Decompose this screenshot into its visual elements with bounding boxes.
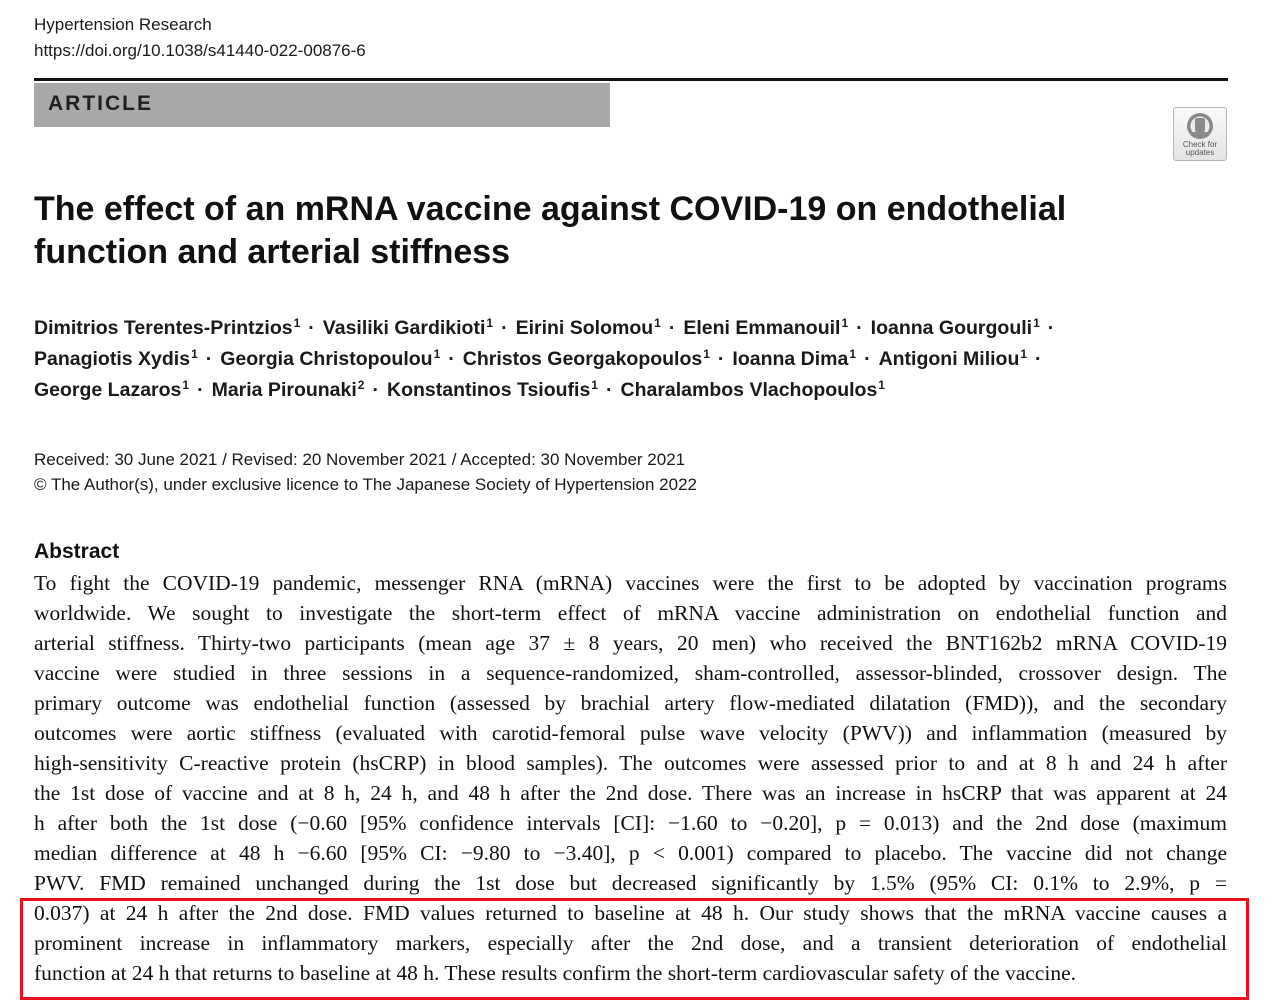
author-name[interactable]: Ioanna Dima$^1$ [732,347,857,370]
author-name[interactable]: Dimitrios Terentes-Printzios$^1$ [34,316,301,339]
author-line: Dimitrios Terentes-Printzios$^1$ · Vasiliki Gardikioti$^1$ · Eirini Solomou$^1$ · Eleni Emmanouil$^1$ · Ioanna Gourgouli$^1$ · [34,316,1055,339]
abstract-line: vaccine were studied in three sessions in a sequence-randomized, sham-controlled, assessor-blinded, crossover design. The [34,661,1227,685]
abstract-line: worldwide. We sought to investigate the short-term effect of mRNA vaccine administration on endothelial function and [34,601,1227,625]
abstract-line: outcomes were aortic stiffness (evaluated with carotid-femoral pulse wave velocity (PWV)) and inflammation (measured by [34,721,1227,745]
abstract-line: high-sensitivity C-reactive protein (hsCRP) in blood samples). The outcomes were assessed prior to and at 8 h and 24 h after [34,751,1227,775]
author-name[interactable]: Konstantinos Tsioufis$^1$ [386,378,598,401]
author-name[interactable]: Antigoni Miliou$^1$ [878,347,1028,370]
author-name[interactable]: Ioanna Gourgouli$^1$ [870,316,1040,339]
author-name[interactable]: Eleni Emmanouil$^1$ [683,316,849,339]
abstract-line: function at 24 h that returns to baseline at 48 h. These results confirm the short-term cardiovascular safety of the vaccine. [34,961,1077,985]
check-updates-label: Check for updates [1182,140,1218,157]
author-name[interactable]: George Lazaros$^1$ [34,378,190,401]
abstract-line: prominent increase in inflammatory markers, especially after the 2nd dose, and a transient deterioration of endothelial [34,931,1227,955]
check-updates-icon [1185,111,1215,141]
abstract-line: h after both the 1st dose (−0.60 [95% confidence intervals [CI]: −1.60 to −0.20], p = 0.013) and the 2nd dose (maximum [34,811,1227,835]
doi-link[interactable]: https://doi.org/10.1038/s41440-022-00876-6 [34,41,366,60]
author-name[interactable]: Charalambos Vlachopoulos$^1$ [620,378,885,401]
abstract-heading: Abstract [34,540,120,563]
section-bar [34,83,610,127]
author-name[interactable]: Vasiliki Gardikioti$^1$ [322,316,494,339]
abstract-line: To fight the COVID-19 pandemic, messenger RNA (mRNA) vaccines were the first to be adopted by vaccination programs [34,571,1227,595]
author-line: Panagiotis Xydis$^1$ · Georgia Christopoulou$^1$ · Christos Georgakopoulos$^1$ · Ioanna Dima$^1$ · Antigoni Miliou$^1$ · [34,347,1042,370]
check-for-updates-button[interactable] [1173,107,1227,161]
publication-dates [34,447,697,497]
abstract-line: PWV. FMD remained unchanged during the 1st dose but decreased significantly by 1.5% (95% CI: 0.1% to 2.9%, p = [34,871,1227,895]
author-list [34,313,1234,406]
author-name[interactable]: Maria Pirounaki$^2$ [211,378,365,401]
title-line: function and arterial stiffness [34,233,511,271]
abstract-line: 0.037) at 24 h after the 2nd dose. FMD values returned to baseline at 48 h. Our study shows that the mRNA vaccine causes a [34,901,1227,925]
abstract-line: the 1st dose of vaccine and at 8 h, 24 h, and 48 h after the 2nd dose. There was an increase in hsCRP that was apparent at 24 [34,781,1227,805]
author-name[interactable]: Eirini Solomou$^1$ [515,316,661,339]
abstract-line: arterial stiffness. Thirty-two participants (mean age 37 ± 8 years, 20 men) who received the BNT162b2 mRNA COVID-19 [34,631,1227,655]
article-title [34,188,1134,274]
abstract-line: primary outcome was endothelial function (assessed by brachial artery flow-mediated dilatation (FMD)), and the secondary [34,691,1227,715]
copyright-notice: © The Author(s), under exclusive licence to The Japanese Society of Hypertension 2022 [34,475,697,494]
history-dates: Received: 30 June 2021 / Revised: 20 November 2021 / Accepted: 30 November 2021 [34,450,686,469]
highlight-box [20,898,1249,1000]
author-line: George Lazaros$^1$ · Maria Pirounaki$^2$ · Konstantinos Tsioufis$^1$ · Charalambos Vlachopoulos$^1$ [34,378,885,401]
journal-name: Hypertension Research [34,15,212,34]
author-name[interactable]: Christos Georgakopoulos$^1$ [462,347,710,370]
header-rule [34,78,1228,81]
author-name[interactable]: Georgia Christopoulou$^1$ [220,347,441,370]
section-label: ARTICLE [48,92,153,115]
title-line: The effect of an mRNA vaccine against COVID-19 on endothelial [34,190,1067,228]
author-name[interactable]: Panagiotis Xydis$^1$ [34,347,198,370]
abstract-line: median difference at 48 h −6.60 [95% CI: −9.80 to −3.40], p < 0.001) compared to placebo. The vaccine did not change [34,841,1227,865]
